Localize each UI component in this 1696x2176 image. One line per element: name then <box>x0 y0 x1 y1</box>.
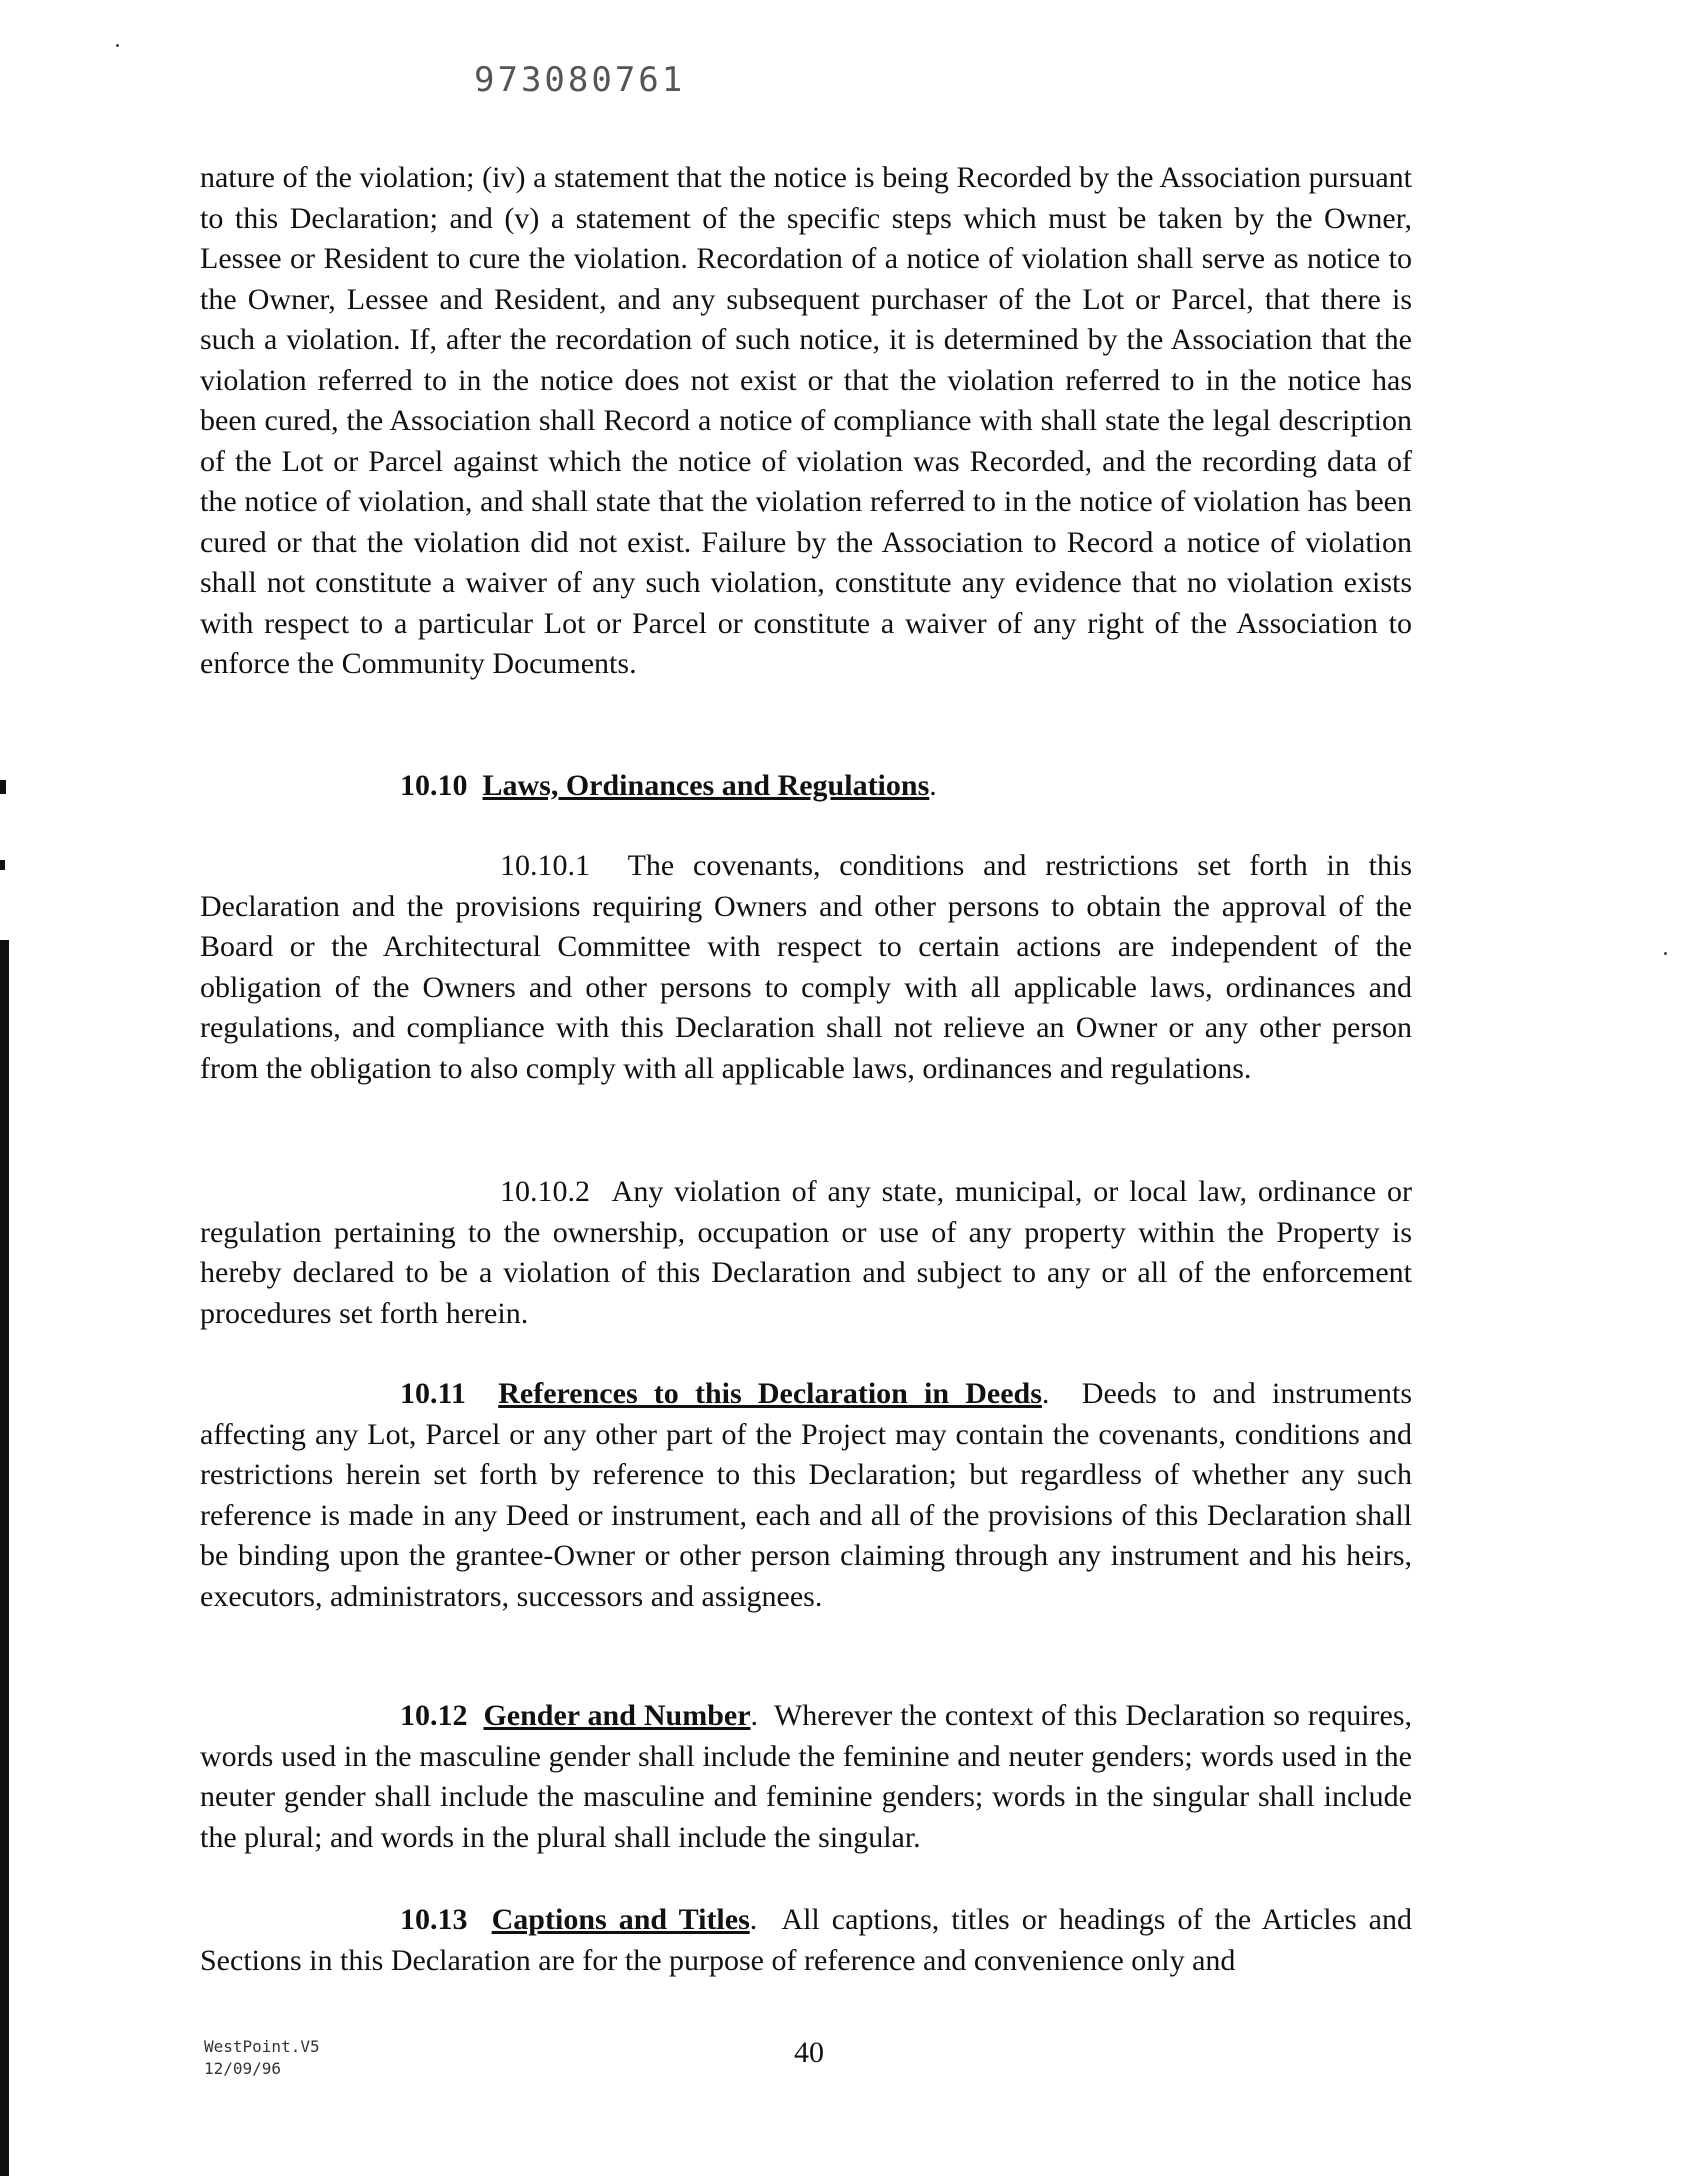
section-number: 10.11 <box>400 1377 466 1410</box>
scan-edge-bar <box>0 940 9 2176</box>
subsection-text: The covenants, conditions and restrictions set forth in this Declaration and the provisions requiring Owners and other persons to obtain the approval of the Board or the Architectural Committee with respect to certain actions are independent of the obligation of the Owners and other persons to comply with all applicable laws, ordinances and regulations, and compliance with this Declaration shall not relieve an Owner or any other person from the obligation to also comply with all applicable laws, ordinances and regulations. <box>200 849 1412 1085</box>
section-heading-10-10: 10.10 Laws, Ordinances and Regulations. <box>400 769 937 802</box>
section-text: Deeds to and instruments affecting any Lot, Parcel or any other part of the Project may contain the covenants, conditions and restrictions herein set forth by reference to this Declaration; but regardless of whether any such reference is made in any Deed or instrument, each and all of the provisions of this Declaration shall be binding upon the grantee-Owner or other person claiming through any instrument and his heirs, executors, administrators, successors and assignees. <box>200 1377 1412 1613</box>
document-stamp-number: 973080761 <box>474 60 686 100</box>
subsection-text: Any violation of any state, municipal, or local law, ordinance or regulation pertaining to the ownership, occupation or use of any property within the Property is hereby declared to be a violation of this Declaration and subject to any or all of the enforcement procedures set forth herein. <box>200 1175 1412 1330</box>
footer-file-info <box>204 2036 320 2080</box>
section-title: Gender and Number <box>483 1699 751 1732</box>
page-number: 40 <box>794 2036 824 2069</box>
scan-speck <box>1664 952 1667 955</box>
section-10-13: 10.13 Captions and Titles. All captions, titles or headings of the Articles and Sections in this Declaration are for the purpose of reference and convenience only and <box>200 1903 1412 1977</box>
section-text: Wherever the context of this Declaration so requires, words used in the masculine gender shall include the feminine and neuter genders; words used in the neuter gender shall include the masculine and feminine genders; words in the singular shall include the plural; and words in the plural shall include the singular. <box>200 1699 1413 1854</box>
subsection-number: 10.10.1 <box>500 849 590 882</box>
footer-filename: WestPoint.V5 <box>204 2037 320 2056</box>
section-number: 10.13 <box>400 1903 468 1936</box>
subsection-number: 10.10.2 <box>500 1175 590 1208</box>
section-10-12: 10.12 Gender and Number. Wherever the context of this Declaration so requires, words used in the masculine gender shall include the feminine and neuter genders; words used in the neuter gender shall include the masculine and feminine genders; words in the singular shall include the plural; and words in the plural shall include the singular. <box>200 1699 1413 1854</box>
subsection-10-10-2 <box>200 1172 1412 1334</box>
scan-speck <box>116 44 119 47</box>
footer-date: 12/09/96 <box>204 2059 282 2078</box>
continuation-paragraph: nature of the violation; (iv) a statement that the notice is being Recorded by the Association pursuant to this Declaration; and (v) a statement of the specific steps which must be taken by the Owner, Lessee or Resident to cure the violation. Recordation of a notice of violation shall serve as notice to the Owner, Lessee and Resident, and any subsequent purchaser of the Lot or Parcel, that there is such a violation. If, after the recordation of such notice, it is determined by the Association that the violation referred to in the notice does not exist or that the violation referred to in the notice has been cured, the Association shall Record a notice of compliance with shall state the legal description of the Lot or Parcel against which the notice of violation was Recorded, and the recording data of the notice of violation, and shall state that the violation referred to in the notice of violation has been cured or that the violation did not exist. Failure by the Association to Record a notice of violation shall not constitute a waiver of any such violation, constitute any evidence that no violation exists with respect to a particular Lot or Parcel or constitute a waiver of any right of the Association to enforce the Community Documents. <box>200 161 1412 680</box>
section-title: Laws, Ordinances and Regulations <box>482 769 930 802</box>
section-number: 10.10 <box>400 769 468 802</box>
section-title: References to this Declaration in Deeds <box>498 1377 1042 1410</box>
scan-edge-mark <box>0 860 5 870</box>
scan-edge-mark <box>0 780 6 794</box>
section-title: Captions and Titles <box>491 1903 750 1936</box>
section-text: All captions, titles or headings of the Articles and Sections in this Declaration are for the purpose of reference and convenience only and <box>200 1903 1412 1977</box>
section-10-11: 10.11 References to this Declaration in Deeds. Deeds to and instruments affecting any Lot, Parcel or any other part of the Project may contain the covenants, conditions and restrictions herein set forth by reference to this Declaration; but regardless of whether any such reference is made in any Deed or instrument, each and all of the provisions of this Declaration shall be binding upon the grantee-Owner or other person claiming through any instrument and his heirs, executors, administrators, successors and assignees. <box>200 1377 1412 1613</box>
subsection-10-10-1 <box>200 846 1412 1089</box>
section-number: 10.12 <box>400 1699 468 1732</box>
